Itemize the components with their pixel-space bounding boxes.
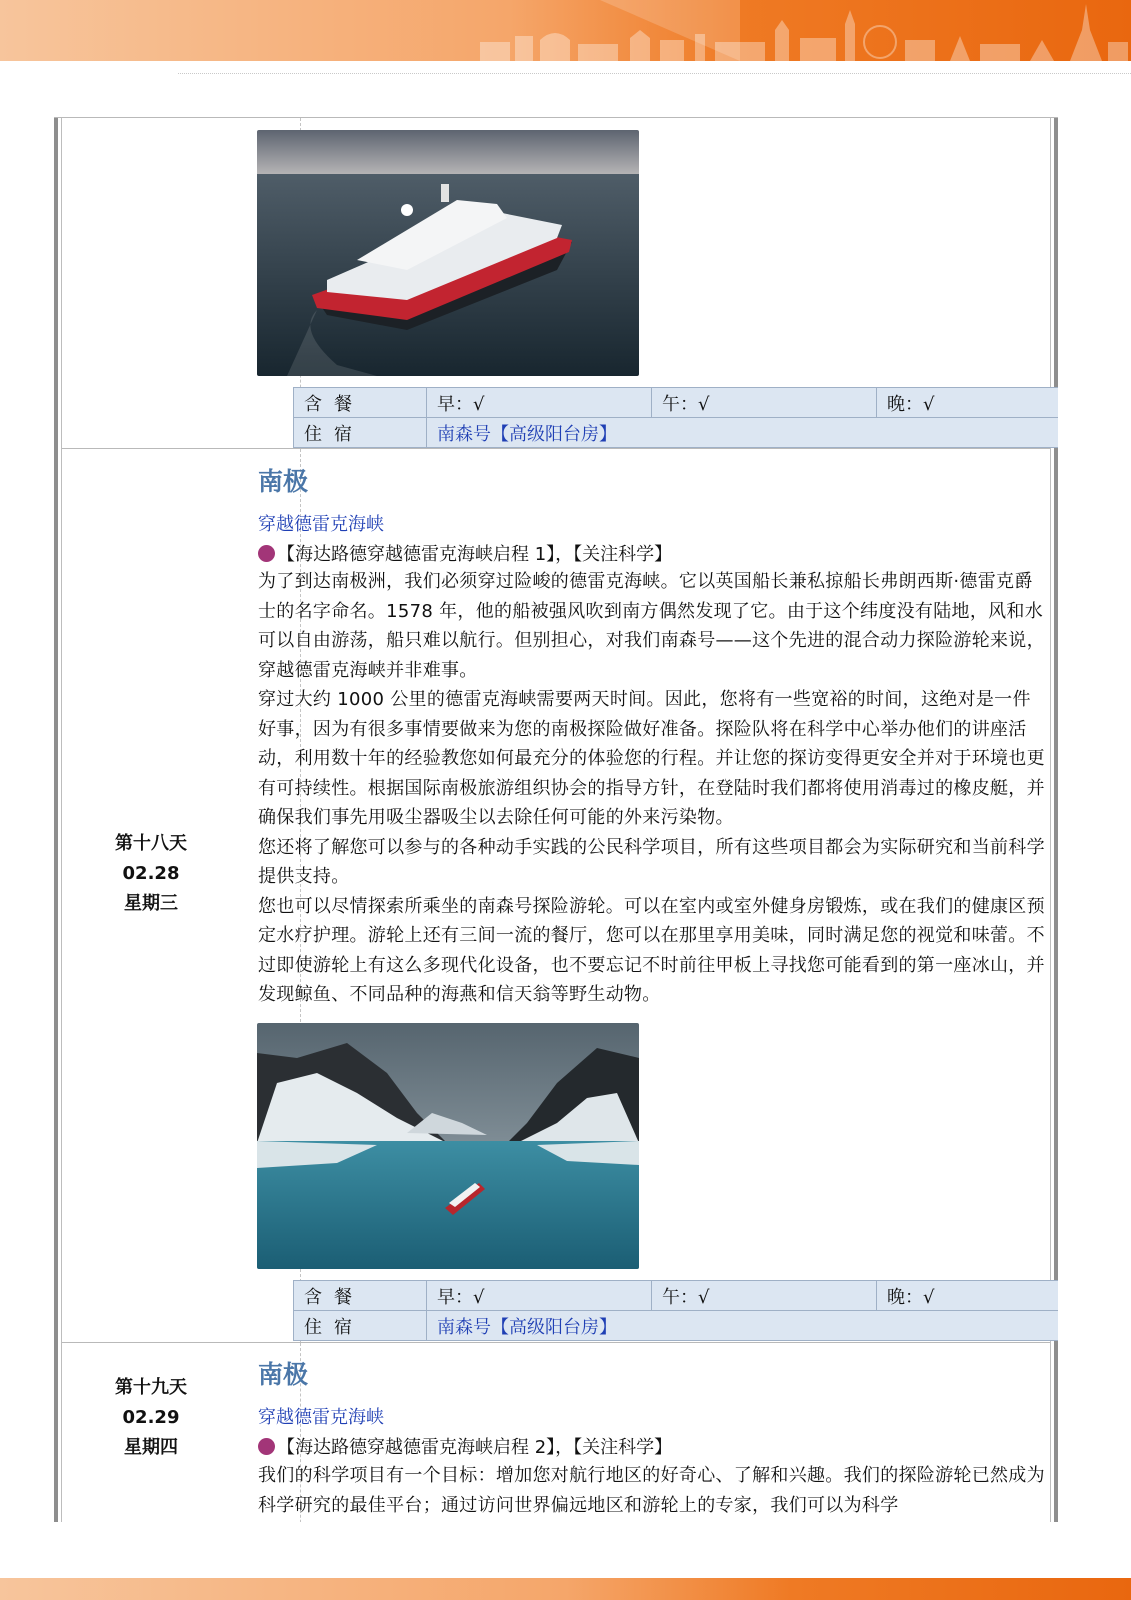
day-date: 02.28 (122, 863, 180, 884)
region-title: 南极 (258, 467, 309, 496)
header-dotted-rule (178, 73, 1131, 74)
meal-table (293, 387, 1058, 448)
bullet-line (258, 540, 672, 566)
paragraph: 我们的科学项目有一个目标：增加您对航行地区的好奇心、了解和兴趣。我们的探险游轮已然成为科学研究的最佳平台；通过访问世界偏远地区和游轮上的专家，我们可以为科学 (258, 1465, 1045, 1516)
breakfast-cell: 早：√ (427, 388, 652, 418)
paragraph: 穿过大约 1000 公里的德雷克海峡需要两天时间。因此，您将有一些宽裕的时间，这绝对是一件好事，因为有很多事情要做来为您的南极探险做好准备。探险队将在科学中心举办他们的讲座活动，利用数十年的经验教您如何最充分的体验您的行程。并让您的探访变得更安全并对于环境也更有可持续性。根据国际南极旅游组织协会的指导方针，在登陆时我们都将使用消毒过的橡皮艇，并确保我们事先用吸尘器吸尘以去除任何可能的外来污染物。 (258, 689, 1045, 828)
bullet-line (258, 1433, 672, 1459)
lodging-label: 住宿 (294, 418, 427, 448)
bullet-text: 【海达路德穿越德雷克海峡启程 1】，【关注科学】 (277, 544, 673, 565)
day-label (62, 1373, 240, 1463)
dinner-cell: 晚：√ (877, 388, 1059, 418)
day-number: 第十八天 (115, 833, 187, 854)
paragraph: 您还将了解您可以参与的各种动手实践的公民科学项目，所有这些项目都会为实际研究和当前科学提供支持。 (258, 836, 1045, 887)
meal-table (293, 1280, 1058, 1341)
day-label (62, 829, 240, 919)
day-weekday: 星期三 (124, 893, 178, 914)
lodging-value: 南森号【高级阳台房】 (427, 1311, 1059, 1341)
day-date: 02.29 (122, 1407, 180, 1428)
day-description (258, 567, 1046, 1010)
frame-border-left (54, 118, 58, 1522)
lunch-cell: 午：√ (652, 388, 877, 418)
footer-banner (0, 1578, 1131, 1600)
paragraph: 您也可以尽情探索所乘坐的南森号探险游轮。可以在室内或室外健身房锻炼，或在我们的健康区预定水疗护理。游轮上还有三间一流的餐厅，您可以在那里享用美味，同时满足您的视觉和味蕾。不过即使游轮上有这么多现代化设备，也不要忘记不时前往甲板上寻找您可能看到的第一座冰山，并发现鲸鱼、不同品种的海燕和信天翁等野生动物。 (258, 895, 1045, 1005)
lunch-cell: 午：√ (652, 1281, 877, 1311)
meals-label: 含餐 (294, 388, 427, 418)
bullet-text: 【海达路德穿越德雷克海峡启程 2】，【关注科学】 (277, 1437, 673, 1458)
breakfast-cell: 早：√ (427, 1281, 652, 1311)
dinner-cell: 晚：√ (877, 1281, 1059, 1311)
lodging-value: 南森号【高级阳台房】 (427, 418, 1059, 448)
city-skyline-icon (470, 0, 1131, 61)
meals-label: 含餐 (294, 1281, 427, 1311)
ship-photo (257, 130, 639, 376)
region-title: 南极 (258, 1360, 309, 1389)
paragraph: 为了到达南极洲，我们必须穿过险峻的德雷克海峡。它以英国船长兼私掠船长弗朗西斯·德雷克爵士的名字命名。1578 年，他的船被强风吹到南方偶然发现了它。由于这个纬度没有陆地，风和水可以自由游荡，船只难以航行。但别担心，对我们南森号——这个先进的混合动力探险游轮来说，穿越德雷克海峡并非难事。 (258, 571, 1045, 681)
lodging-label: 住宿 (294, 1311, 427, 1341)
day-weekday: 星期四 (124, 1437, 178, 1458)
bullet-dot-icon (258, 1438, 275, 1455)
fjord-photo (257, 1023, 639, 1269)
day-description (258, 1461, 1046, 1521)
bullet-dot-icon (258, 545, 275, 562)
section-subtitle: 穿越德雷克海峡 (258, 1407, 384, 1428)
section-subtitle: 穿越德雷克海峡 (258, 514, 384, 535)
header-banner (0, 0, 1131, 61)
day-number: 第十九天 (115, 1377, 187, 1398)
